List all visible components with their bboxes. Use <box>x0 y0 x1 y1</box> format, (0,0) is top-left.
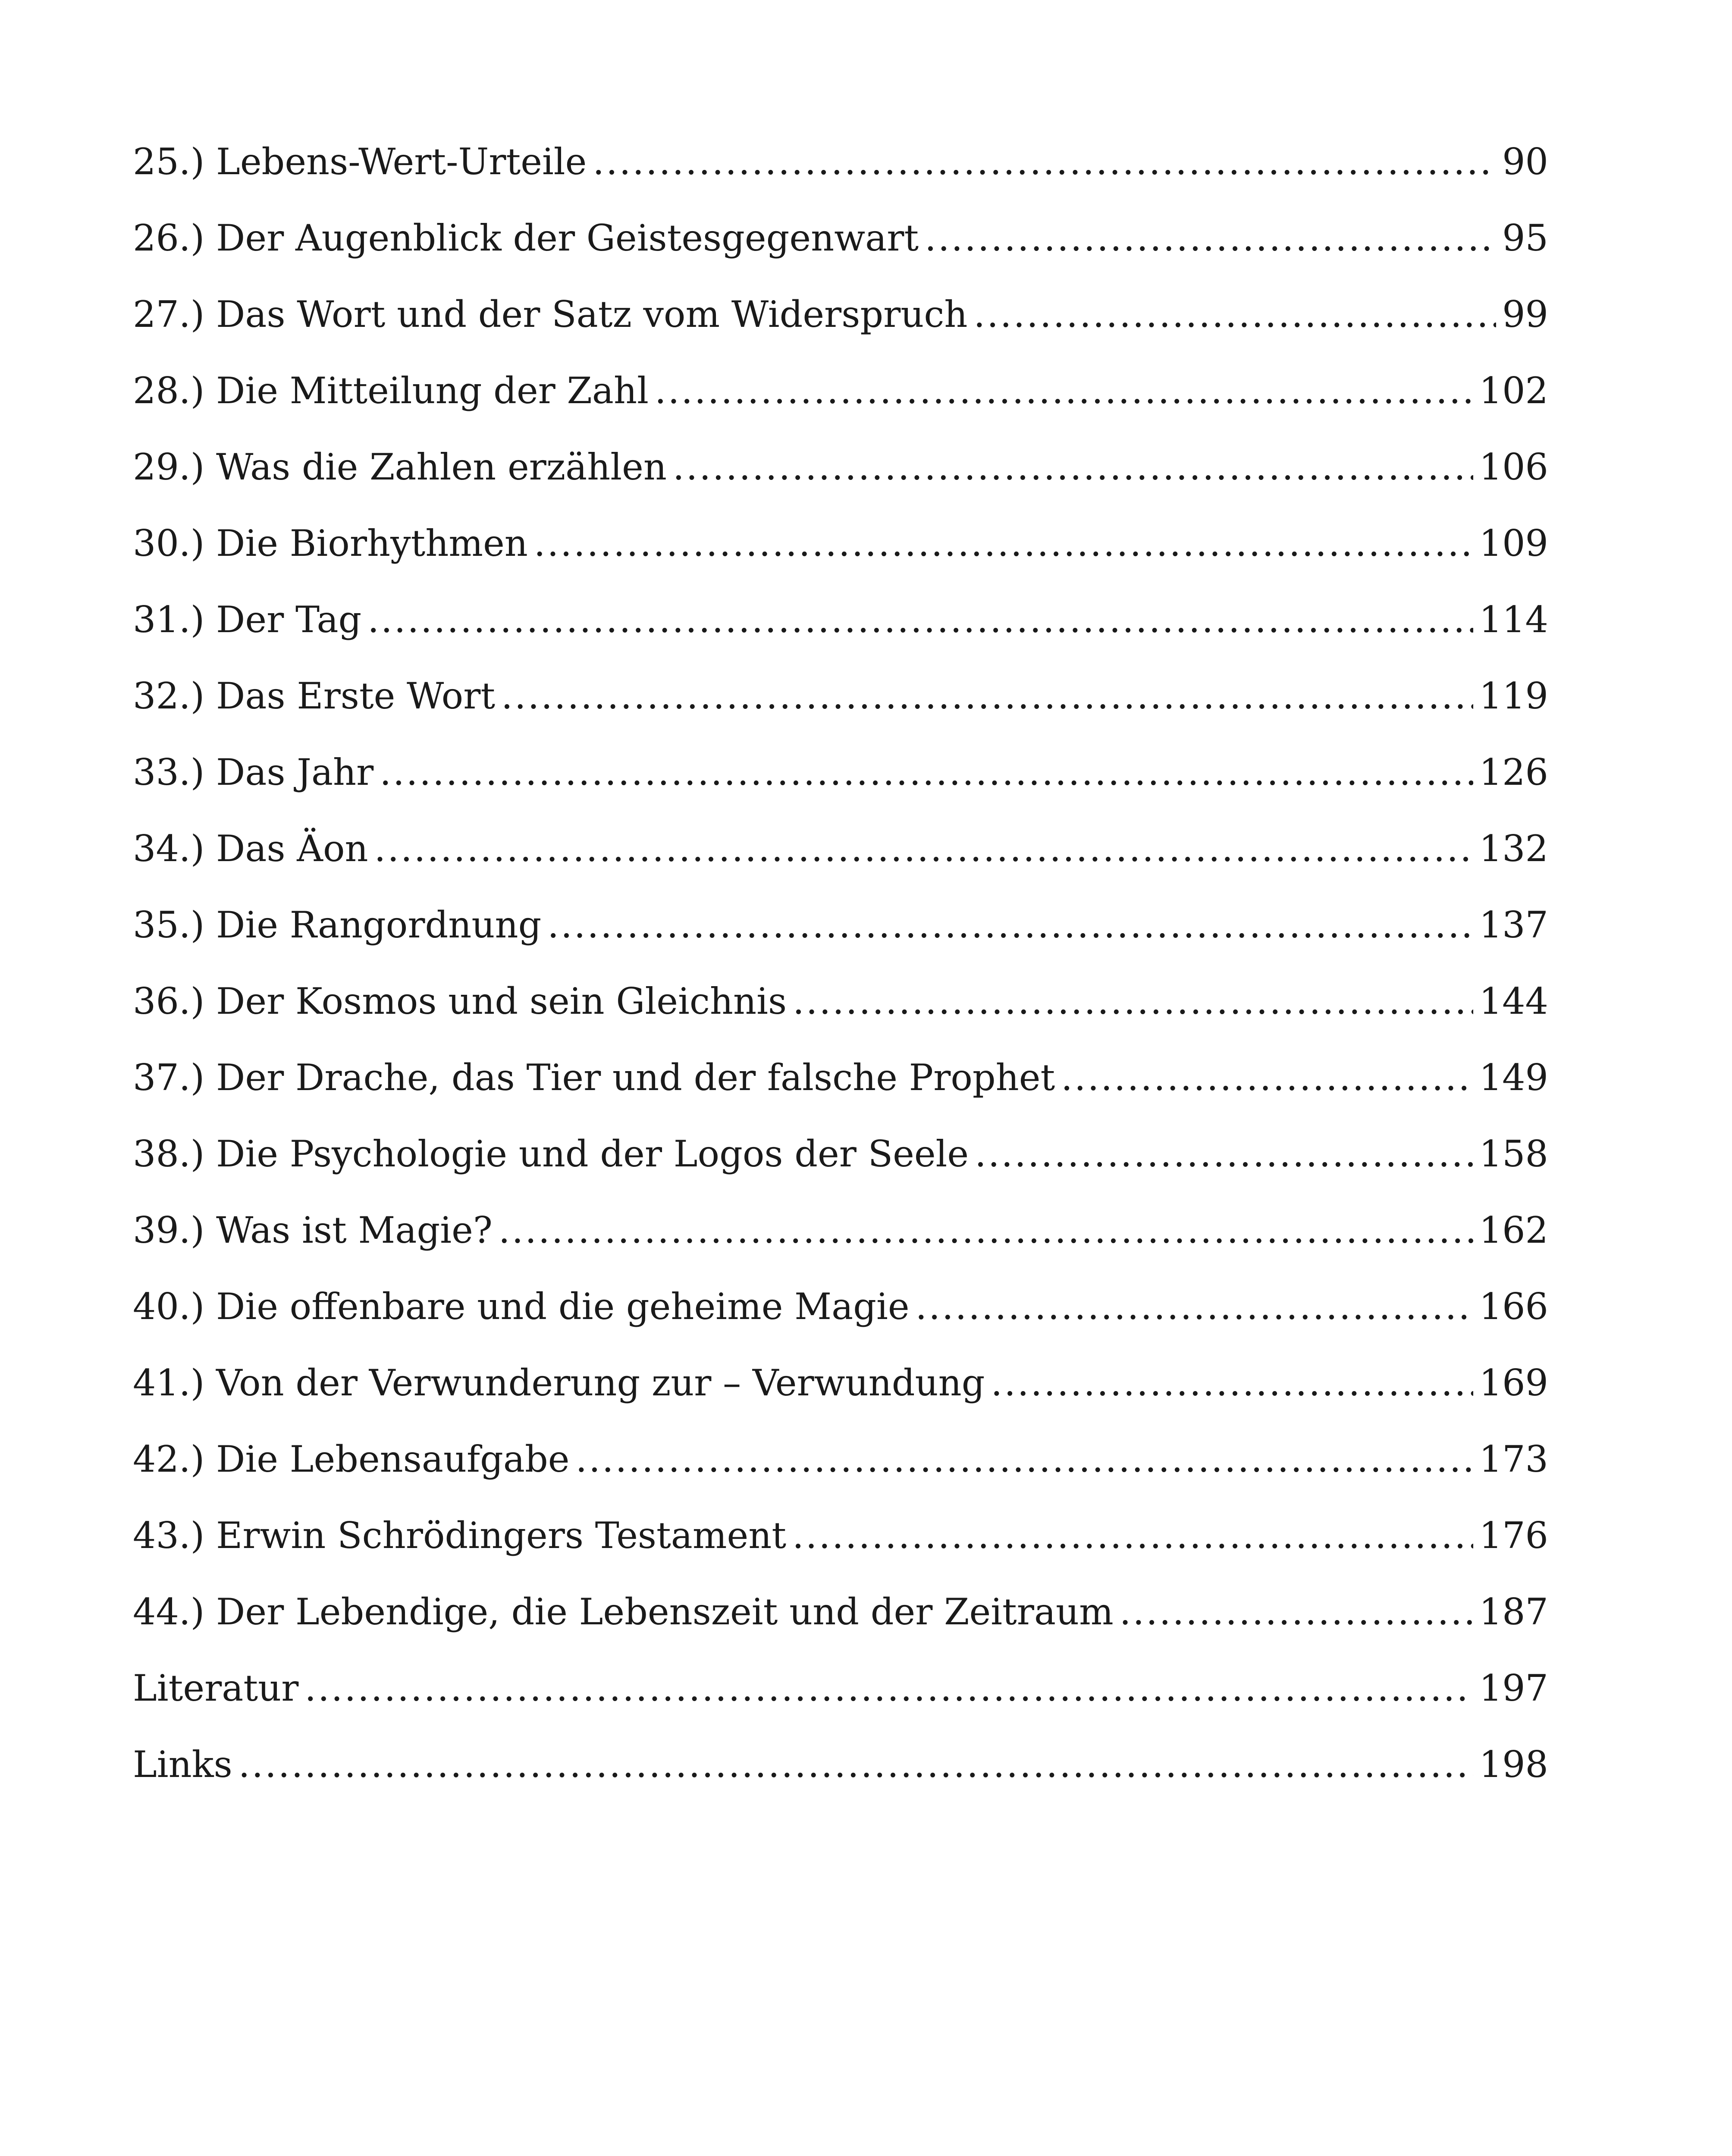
toc-entry-title: 43.) Erwin Schrödingers Testament <box>133 1514 787 1557</box>
toc-entry-page: 126 <box>1479 751 1548 793</box>
toc-entry <box>133 897 1548 973</box>
toc-entry-page: 114 <box>1479 599 1548 641</box>
toc-dot-leader <box>673 439 1473 495</box>
toc-entry-page: 102 <box>1479 370 1548 412</box>
toc-dot-leader <box>925 210 1496 266</box>
toc-entry <box>133 1202 1548 1279</box>
toc-entry-page: 90 <box>1502 141 1548 183</box>
toc-entry <box>133 1355 1548 1431</box>
toc-entry-page: 176 <box>1479 1514 1548 1557</box>
toc-entry <box>133 973 1548 1050</box>
toc-entry-page: 198 <box>1479 1743 1548 1786</box>
toc-entry-title: 41.) Von der Verwunderung zur – Verwundung <box>133 1362 985 1404</box>
toc-dot-leader <box>793 973 1473 1029</box>
toc-entry <box>133 1660 1548 1736</box>
toc-entry-title: 33.) Das Jahr <box>133 751 374 793</box>
toc-entry-title: 28.) Die Mitteilung der Zahl <box>133 370 649 412</box>
toc-entry-title: 31.) Der Tag <box>133 599 362 641</box>
toc-dot-leader <box>575 1431 1473 1487</box>
toc-entry-page: 132 <box>1479 827 1548 870</box>
toc-entry <box>133 210 1548 286</box>
toc-dot-leader <box>304 1660 1473 1716</box>
toc-entry <box>133 1584 1548 1660</box>
toc-entry-page: 144 <box>1479 980 1548 1022</box>
toc-entry-page: 173 <box>1479 1438 1548 1480</box>
toc-entry <box>133 286 1548 363</box>
toc-dot-leader <box>501 668 1473 724</box>
toc-entry-title: 42.) Die Lebensaufgabe <box>133 1438 570 1480</box>
toc-dot-leader <box>916 1279 1473 1335</box>
toc-entry-title: 32.) Das Erste Wort <box>133 675 496 717</box>
toc-entry <box>133 1507 1548 1584</box>
toc-entry <box>133 439 1548 515</box>
toc-entry-page: 187 <box>1479 1591 1548 1633</box>
toc-entry <box>133 592 1548 668</box>
toc-entry-page: 158 <box>1479 1133 1548 1175</box>
toc-entry <box>133 1279 1548 1355</box>
toc-dot-leader <box>499 1202 1473 1258</box>
toc-entry-page: 95 <box>1502 217 1548 259</box>
toc-entry <box>133 1050 1548 1126</box>
table-of-contents <box>133 134 1548 1813</box>
toc-dot-leader <box>534 515 1473 571</box>
toc-dot-leader <box>380 744 1473 800</box>
toc-entry-page: 169 <box>1479 1362 1548 1404</box>
toc-entry-title: 27.) Das Wort und der Satz vom Widerspruch <box>133 293 968 335</box>
toc-entry-page: 99 <box>1502 293 1548 335</box>
toc-entry <box>133 134 1548 210</box>
toc-entry-title: 35.) Die Rangordnung <box>133 904 542 946</box>
toc-dot-leader <box>975 1126 1473 1182</box>
toc-entry-title: 30.) Die Biorhythmen <box>133 522 528 564</box>
toc-dot-leader <box>1120 1584 1473 1640</box>
toc-entry-page: 119 <box>1479 675 1548 717</box>
toc-dot-leader <box>238 1736 1473 1792</box>
toc-dot-leader <box>974 286 1497 342</box>
toc-entry-title: 38.) Die Psychologie und der Logos der Seele <box>133 1133 969 1175</box>
toc-entry-page: 149 <box>1479 1056 1548 1099</box>
toc-entry <box>133 515 1548 592</box>
toc-dot-leader <box>655 363 1473 419</box>
toc-entry-title: 39.) Was ist Magie? <box>133 1209 493 1251</box>
toc-dot-leader <box>792 1507 1473 1564</box>
toc-entry <box>133 744 1548 821</box>
toc-entry <box>133 668 1548 744</box>
toc-entry <box>133 1431 1548 1507</box>
toc-dot-leader <box>367 592 1473 648</box>
toc-entry-title: 25.) Lebens-Wert-Urteile <box>133 141 587 183</box>
toc-dot-leader <box>1061 1050 1473 1106</box>
toc-entry-page: 197 <box>1479 1667 1548 1709</box>
toc-entry-title: 26.) Der Augenblick der Geistesgegenwart <box>133 217 919 259</box>
toc-dot-leader <box>374 821 1473 877</box>
toc-entry <box>133 363 1548 439</box>
toc-entry <box>133 821 1548 897</box>
toc-entry-page: 109 <box>1479 522 1548 564</box>
toc-entry <box>133 1736 1548 1813</box>
toc-entry <box>133 1126 1548 1202</box>
toc-entry-title: 34.) Das Äon <box>133 827 368 870</box>
toc-entry-title: 29.) Was die Zahlen erzählen <box>133 446 667 488</box>
toc-entry-title: 40.) Die offenbare und die geheime Magie <box>133 1285 910 1328</box>
toc-entry-page: 106 <box>1479 446 1548 488</box>
toc-entry-title: 37.) Der Drache, das Tier und der falsche Prophet <box>133 1056 1055 1099</box>
toc-entry-page: 137 <box>1479 904 1548 946</box>
toc-entry-page: 166 <box>1479 1285 1548 1328</box>
toc-dot-leader <box>991 1355 1473 1411</box>
toc-dot-leader <box>593 134 1496 190</box>
toc-dot-leader <box>547 897 1473 953</box>
toc-entry-title: 44.) Der Lebendige, die Lebenszeit und der Zeitraum <box>133 1591 1114 1633</box>
toc-entry-page: 162 <box>1479 1209 1548 1251</box>
toc-entry-title: Links <box>133 1743 232 1786</box>
toc-entry-title: 36.) Der Kosmos und sein Gleichnis <box>133 980 787 1022</box>
toc-entry-title: Literatur <box>133 1667 299 1709</box>
